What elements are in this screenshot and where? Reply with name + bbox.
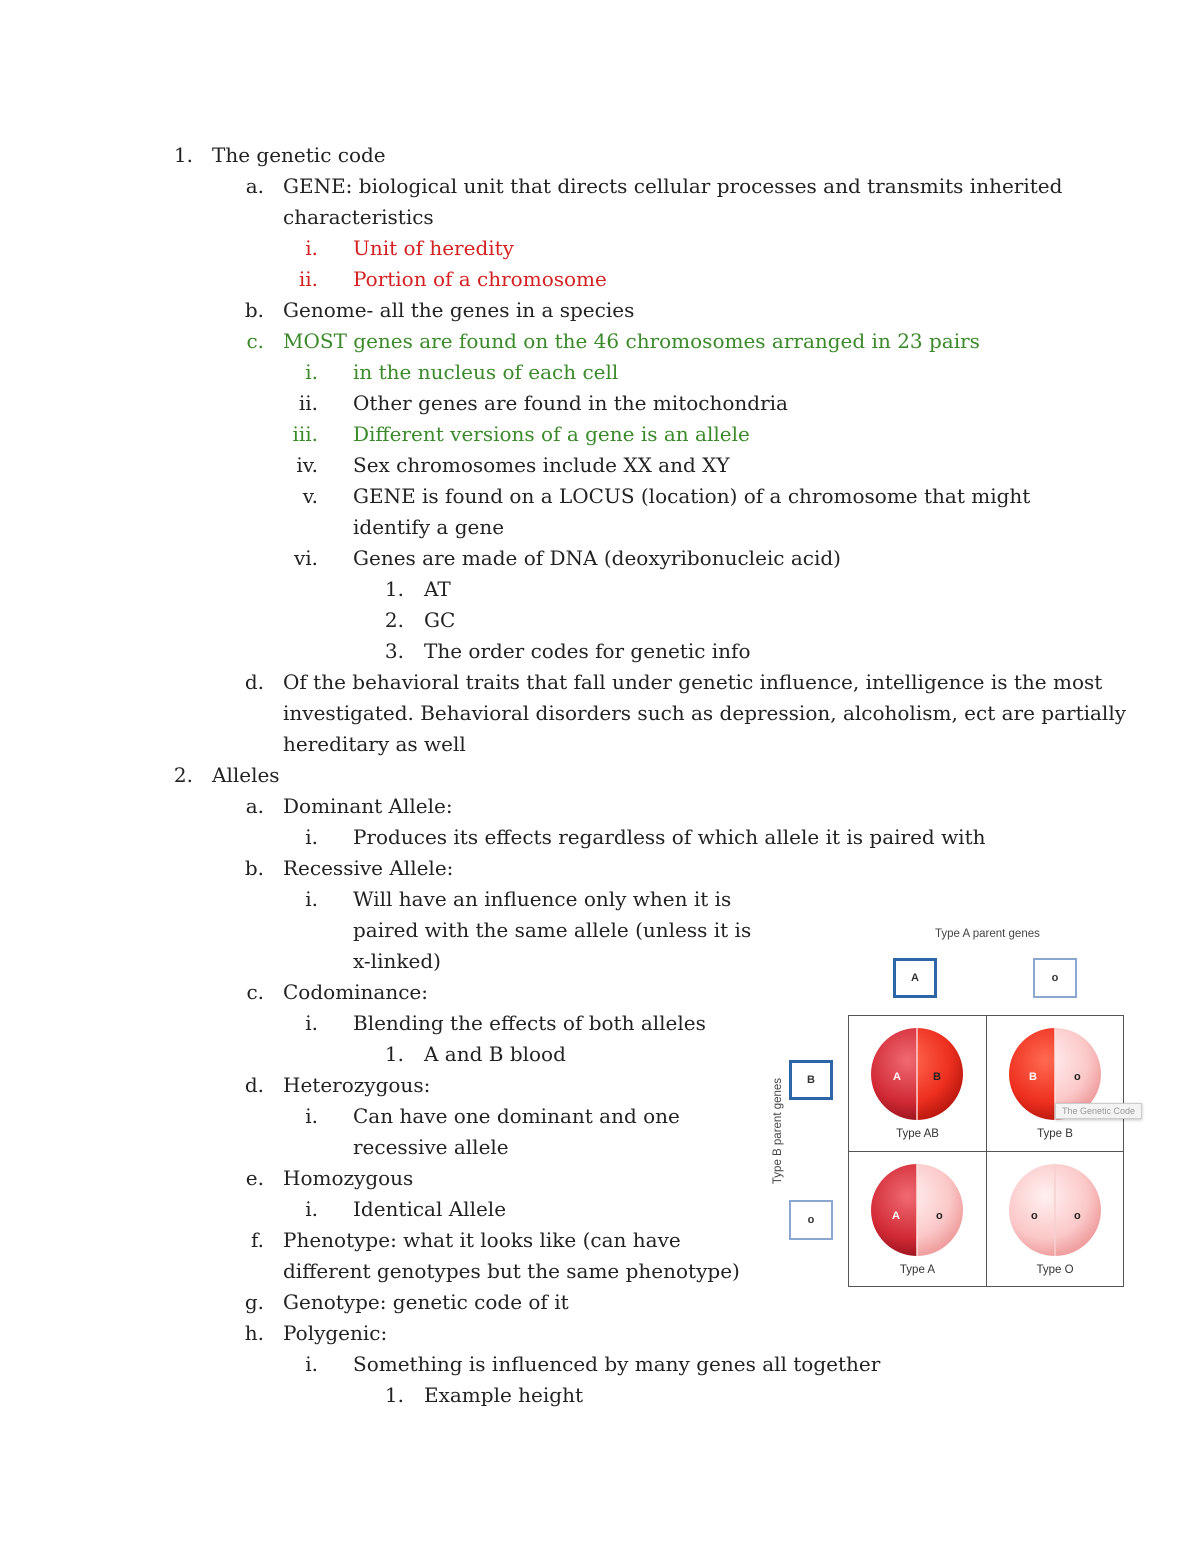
cell-o-right-allele: o	[1074, 1210, 1081, 1222]
outline-marker: i.	[305, 360, 318, 384]
outline-text: x-linked)	[353, 949, 441, 973]
outline-line	[0, 202, 1200, 233]
outline-marker: e.	[245, 1166, 264, 1190]
outline-text: Recessive Allele:	[283, 856, 454, 880]
outline-marker: i.	[305, 825, 318, 849]
outline-text: MOST genes are found on the 46 chromosomes arranged in 23 pairs	[283, 329, 980, 353]
outline-text: Unit of heredity	[353, 236, 514, 260]
outline-line	[0, 574, 1200, 605]
outline-text: Sex chromosomes include XX and XY	[353, 453, 730, 477]
outline-line	[0, 729, 1200, 760]
outline-line	[0, 791, 1200, 822]
outline-text: A and B blood	[424, 1042, 566, 1066]
outline-marker: a.	[245, 174, 264, 198]
cell-type-b	[986, 1016, 1123, 1151]
outline-marker: 3.	[384, 639, 404, 663]
outline-text: different genotypes but the same phenotype)	[283, 1259, 740, 1283]
outline-text: Genotype: genetic code of it	[283, 1290, 569, 1314]
outline-marker: 1.	[173, 143, 193, 167]
cell-a-right-allele: o	[936, 1210, 943, 1222]
cell-b-left-allele: B	[1029, 1071, 1037, 1083]
outline-marker: b.	[244, 856, 264, 880]
outline-text: recessive allele	[353, 1135, 509, 1159]
outline-text: hereditary as well	[283, 732, 466, 756]
figure-tooltip: The Genetic Code	[1055, 1103, 1142, 1119]
cell-type-ab	[849, 1016, 986, 1151]
outline-marker: v.	[302, 484, 318, 508]
outline-marker: iii.	[292, 422, 318, 446]
outline-text: The order codes for genetic info	[424, 639, 751, 663]
outline-text: Other genes are found in the mitochondria	[353, 391, 788, 415]
outline-line	[0, 1349, 1200, 1380]
cell-ab-right-allele: B	[933, 1071, 941, 1083]
left-allele-box-1: B	[789, 1060, 833, 1100]
outline-marker: c.	[246, 329, 264, 353]
outline-text: Will have an influence only when it is	[353, 887, 732, 911]
outline-marker: iv.	[296, 453, 318, 477]
outline-text: GENE: biological unit that directs cellular processes and transmits inherited	[283, 174, 1063, 198]
outline-text: GC	[424, 608, 456, 632]
outline-line	[0, 853, 1200, 884]
outline-line	[0, 481, 1200, 512]
outline-line	[0, 233, 1200, 264]
outline-text: Alleles	[212, 763, 280, 787]
outline-text: Homozygous	[283, 1166, 414, 1190]
outline-line	[0, 264, 1200, 295]
cell-type-a	[849, 1151, 986, 1286]
outline-text: paired with the same allele (unless it is	[353, 918, 752, 942]
outline-marker: ii.	[298, 391, 318, 415]
outline-marker: i.	[305, 1011, 318, 1035]
outline-line	[0, 388, 1200, 419]
cell-a-label: Type A	[899, 1264, 936, 1276]
top-allele-box-2: o	[1033, 958, 1077, 998]
outline-line	[0, 760, 1200, 791]
outline-line	[0, 357, 1200, 388]
figure-side-label: Type B parent genes	[772, 1077, 784, 1185]
outline-line	[0, 512, 1200, 543]
outline-marker: i.	[305, 1352, 318, 1376]
outline-text: Identical Allele	[353, 1197, 507, 1221]
outline-text: Of the behavioral traits that fall under genetic influence, intelligence is the most	[283, 670, 1103, 694]
outline-marker: 1.	[384, 1383, 404, 1407]
top-allele-box-1: A	[893, 958, 937, 998]
figure-title: Type A parent genes	[935, 928, 1040, 940]
outline-marker: c.	[246, 980, 264, 1004]
outline-marker: i.	[305, 1197, 318, 1221]
outline-marker: b.	[244, 298, 264, 322]
outline-text: AT	[424, 577, 451, 601]
outline-line	[0, 636, 1200, 667]
outline-marker: h.	[244, 1321, 264, 1345]
blood-cell-ab-icon	[869, 1026, 965, 1122]
outline-line	[0, 295, 1200, 326]
outline-text: Blending the effects of both alleles	[353, 1011, 706, 1035]
outline-text: Heterozygous:	[283, 1073, 431, 1097]
cell-b-right-allele: o	[1074, 1071, 1081, 1083]
blood-cell-o-icon	[1007, 1162, 1103, 1258]
outline-text: in the nucleus of each cell	[353, 360, 619, 384]
outline-marker: i.	[305, 887, 318, 911]
outline-marker: i.	[305, 1104, 318, 1128]
outline-line	[0, 543, 1200, 574]
outline-line	[0, 450, 1200, 481]
outline-marker: g.	[244, 1290, 264, 1314]
outline-text: Codominance:	[283, 980, 429, 1004]
outline-text: characteristics	[283, 205, 434, 229]
cell-type-o	[986, 1151, 1123, 1286]
outline-marker: vi.	[293, 546, 318, 570]
outline-marker: 2.	[384, 608, 404, 632]
outline-text: Can have one dominant and one	[353, 1104, 680, 1128]
cell-a-left-allele: A	[892, 1210, 900, 1222]
outline-text: identify a gene	[353, 515, 505, 539]
outline-marker: i.	[305, 236, 318, 260]
outline-marker: ii.	[298, 267, 318, 291]
outline-line	[0, 698, 1200, 729]
outline-text: Genome- all the genes in a species	[283, 298, 635, 322]
outline-line	[0, 1380, 1200, 1411]
outline-text: Genes are made of DNA (deoxyribonucleic acid)	[353, 546, 841, 570]
outline-line	[0, 419, 1200, 450]
outline-line	[0, 1318, 1200, 1349]
outline-line	[0, 326, 1200, 357]
punnett-grid	[848, 1015, 1124, 1287]
outline-line	[0, 822, 1200, 853]
outline-text: Phenotype: what it looks like (can have	[283, 1228, 681, 1252]
outline-marker: 2.	[173, 763, 193, 787]
outline-text: Different versions of a gene is an allele	[353, 422, 750, 446]
outline-marker: 1.	[384, 577, 404, 601]
left-allele-box-2: o	[789, 1200, 833, 1240]
cell-b-label: Type B	[1037, 1128, 1073, 1140]
outline-text: Something is influenced by many genes all together	[353, 1352, 881, 1376]
outline-text: The genetic code	[212, 143, 386, 167]
outline-marker: f.	[250, 1228, 264, 1252]
outline-text: Dominant Allele:	[283, 794, 453, 818]
outline-text: GENE is found on a LOCUS (location) of a chromosome that might	[353, 484, 1031, 508]
blood-cell-a-icon	[869, 1162, 965, 1258]
blood-type-punnett-square	[755, 920, 1155, 1300]
outline-text: Example height	[424, 1383, 583, 1407]
cell-o-label: Type O	[1036, 1264, 1074, 1276]
outline-marker: d.	[244, 670, 264, 694]
outline-marker: a.	[245, 794, 264, 818]
outline-line	[0, 667, 1200, 698]
outline-text: Produces its effects regardless of which allele it is paired with	[353, 825, 986, 849]
cell-ab-label: Type AB	[896, 1128, 939, 1140]
outline-line	[0, 171, 1200, 202]
outline-line	[0, 884, 1200, 915]
cell-ab-left-allele: A	[893, 1071, 901, 1083]
outline-line	[0, 605, 1200, 636]
outline-marker: 1.	[384, 1042, 404, 1066]
outline-text: Portion of a chromosome	[353, 267, 607, 291]
outline-marker: d.	[244, 1073, 264, 1097]
outline-text: investigated. Behavioral disorders such as depression, alcoholism, ect are partially	[283, 701, 1127, 725]
cell-o-left-allele: o	[1031, 1210, 1038, 1222]
outline-text: Polygenic:	[283, 1321, 388, 1345]
outline-line	[0, 140, 1200, 171]
